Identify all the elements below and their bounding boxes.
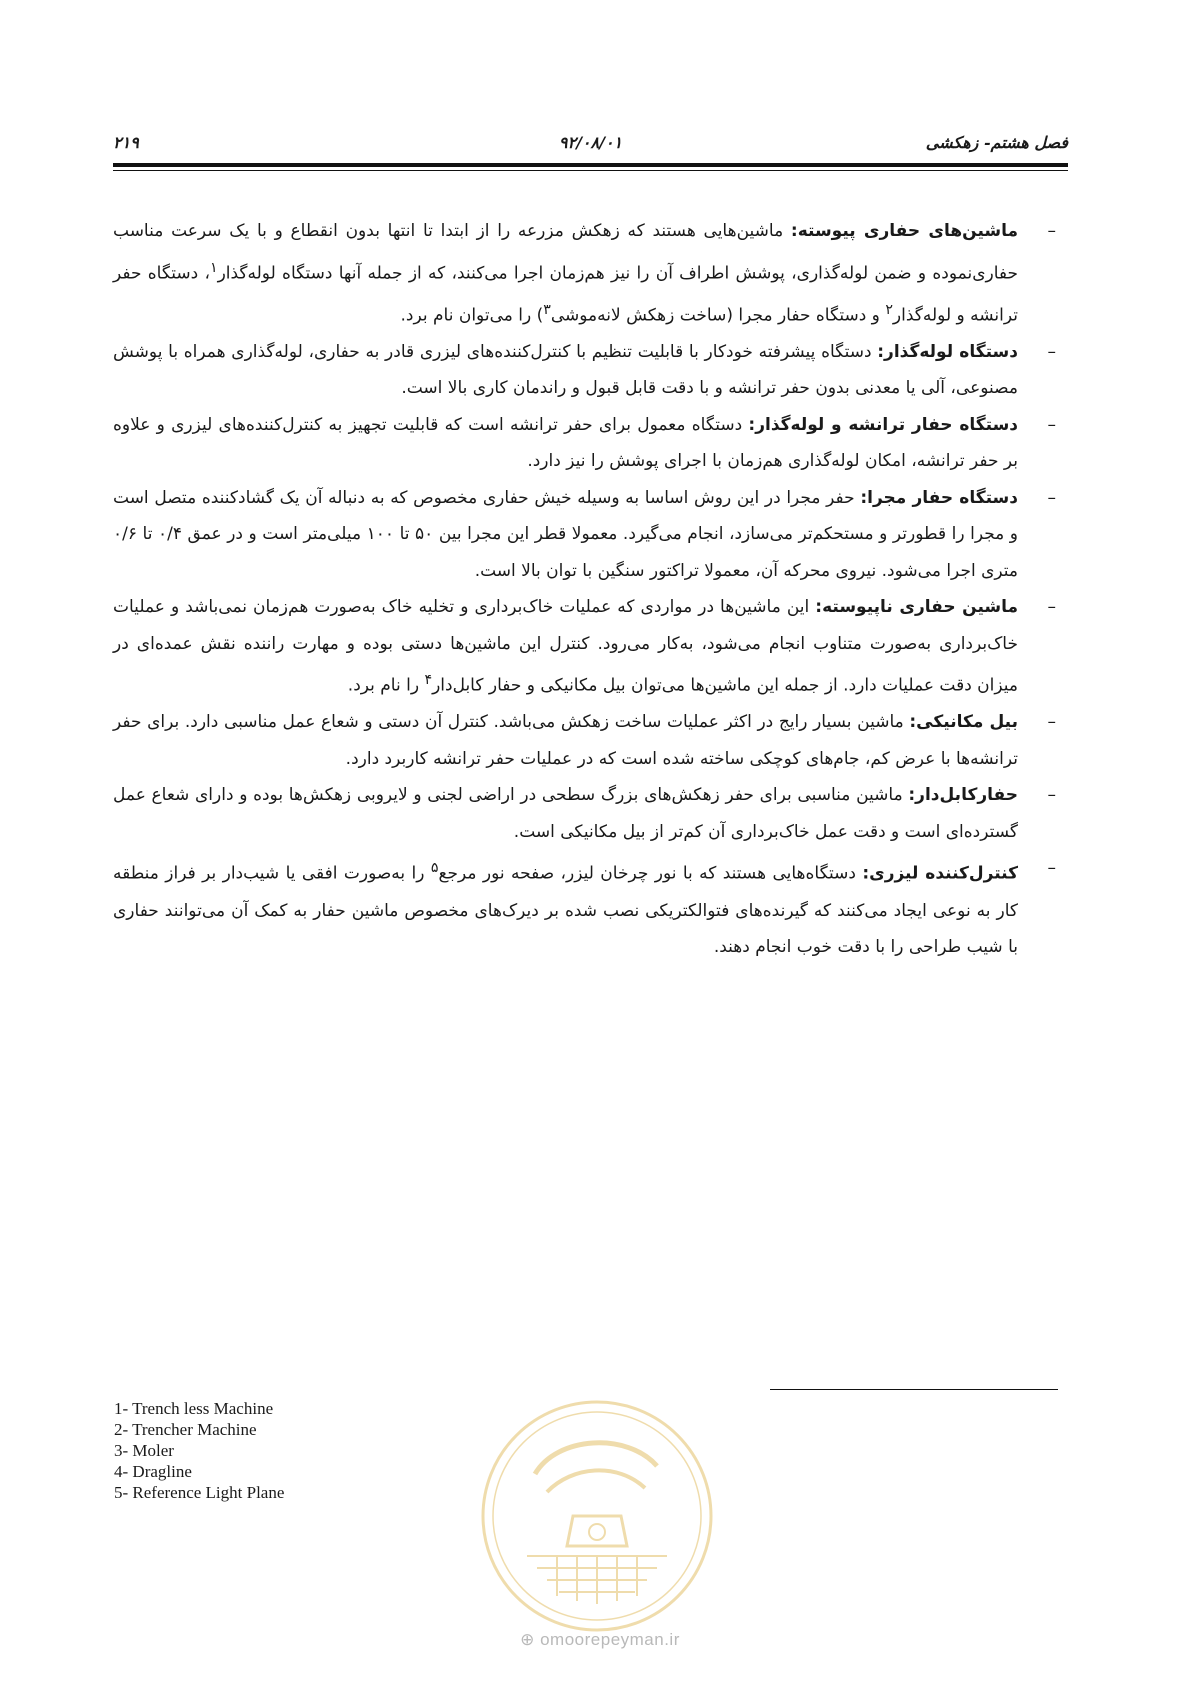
footnote-ref: ۴ [424, 672, 433, 689]
list-item [113, 334, 1056, 407]
chapter-title: فصل هشتم- زهکشی [925, 133, 1068, 152]
item-term: ماشین حفاری ناپیوسته: [815, 597, 1019, 618]
bullet-dash: – [1047, 414, 1056, 435]
list-item [113, 850, 1056, 965]
footnote-ref: ۳ [543, 301, 551, 318]
bullet-dash: – [1047, 858, 1056, 879]
bullet-dash: – [1047, 785, 1056, 806]
footnote-item: 1- Trench less Machine [114, 1399, 274, 1418]
list-item [113, 480, 1056, 590]
item-text: ماشین مناسبی برای حفر زهکش‌های بزرگ سطحی در اراضی لجنی و لایروبی زهکش‌ها بوده و دارای شعاع عمل گسترده‌ای است و دقت عمل خاک‌برداری آن کم‌تر از بیل مکانیکی است. [113, 785, 1018, 842]
list-item [113, 704, 1056, 777]
item-text: ) را می‌توان نام برد. [400, 305, 544, 326]
watermark-logo [477, 1396, 717, 1636]
footnote-item: 3- Moler [114, 1441, 174, 1460]
item-text: حفر مجرا در این روش اساسا به وسیله خیش حفاری مخصوص که به دنباله آن یک گشادکننده متصل است و مجرا را قطورتر و مستحکم‌تر می‌سازد، انجام می‌گیرد. معمولا قطر این مجرا بین ۵۰ تا ۱۰۰ میلی‌متر است و در عمق ۰/۴ تا ۰/۶ متری اجرا می‌شود. نیروی محرکه آن، معمولا تراکتور سنگین با توان بالا است. [113, 487, 1019, 581]
list-item [113, 589, 1056, 704]
header-rule-thick [113, 163, 1068, 167]
item-text: ، دستگاه حفر ترانشه و لوله‌گذار [113, 263, 1018, 326]
bullet-dash: – [1047, 597, 1056, 618]
bullet-dash: – [1047, 221, 1056, 241]
page-number: ۲۱۹ [113, 133, 139, 152]
list-item [113, 777, 1056, 850]
footnote-ref: ۱ [209, 259, 218, 276]
header-rule-thin [113, 170, 1068, 171]
item-term: کنترل‌کننده لیزری: [862, 864, 1018, 885]
item-text: را نام برد. [347, 675, 425, 696]
item-text: را به‌صورت افقی یا شیب‌دار بر فراز منطقه کار به نوعی ایجاد می‌کنند که گیرنده‌های فتوالکتریکی نصب شده بر دیرک‌های مخصوص ماشین حفار به کمک آن می‌توانند حفاری با شیب طراحی را با دقت خوب انجام دهند. [113, 864, 1018, 958]
footnote-item: 2- Trencher Machine [114, 1420, 257, 1439]
footnote-ref: ۲ [885, 301, 893, 318]
header-date: ۹۲/۰۸/۰۱ [558, 133, 623, 152]
item-text: این ماشین‌ها در مواردی که عملیات خاک‌برداری و تخلیه خاک به‌صورت هم‌زمان نمی‌باشد و عملیات خاک‌برداری به‌صورت متناوب انجام می‌شود، به‌کار می‌رود. کنترل این ماشین‌ها دستی بوده و مهارت راننده نقش عمده‌ای در میزان دقت عملیات دارد. از جمله این ماشین‌ها می‌توان بیل مکانیکی و حفار کابل‌دار [113, 597, 1018, 696]
item-term: دستگاه حفار ترانشه و لوله‌گذار: [748, 414, 1019, 435]
footnote-item: 4- Dragline [114, 1462, 192, 1481]
footnotes [114, 1398, 284, 1503]
footnote-ref: ۵ [430, 860, 439, 877]
item-text: و دستگاه حفار مجرا (ساخت زهکش لانه‌موشی [550, 305, 886, 326]
bullet-dash: – [1047, 487, 1056, 508]
list-item [113, 407, 1056, 480]
item-term: دستگاه حفار مجرا: [860, 487, 1018, 508]
item-term: بیل مکانیکی: [909, 712, 1019, 733]
item-term: حفارکابل‌دار: [908, 785, 1018, 806]
bullet-dash: – [1047, 712, 1056, 733]
bullet-dash: – [1047, 341, 1056, 362]
list-item [113, 213, 1056, 334]
item-term: دستگاه لوله‌گذار: [877, 341, 1018, 362]
watermark-url: ⊕ omoorepeyman.ir [520, 1630, 680, 1649]
body-text [113, 213, 1056, 966]
item-term: ماشین‌های حفاری پیوسته: [790, 221, 1019, 241]
item-text: ماشین‌هایی هستند که زهکش مزرعه را از ابتدا تا انتها بدون انقطاع و با یک سرعت مناسب حفاری‌نموده و ضمن لوله‌گذاری، پوشش اطراف آن را نیز هم‌زمان اجرا می‌کنند، که از جمله آنها دستگاه لوله‌گذار [113, 221, 1019, 284]
item-text: دستگاه‌هایی هستند که با نور چرخان لیزر، صفحه نور مرجع [438, 864, 856, 885]
footnote-item: 5- Reference Light Plane [114, 1483, 285, 1502]
item-text: دستگاه پیشرفته خودکار با قابلیت تنظیم با کنترل‌کننده‌های لیزری قادر به حفاری، لوله‌گذاری همراه با پوشش مصنوعی، آلی یا معدنی بدون حفر ترانشه و با دقت قابل قبول و راندمان کاری بالا است. [113, 341, 1018, 399]
footnote-separator [770, 1389, 1058, 1390]
item-text: ماشین بسیار رایج در اکثر عملیات ساخت زهکش می‌باشد. کنترل آن دستی و شعاع عمل مناسبی دارد. برای حفر ترانشه‌ها با عرض کم، جام‌های کوچکی ساخته شده است که در عملیات حفر ترانشه کاربرد دارد. [113, 712, 1018, 769]
page-header [113, 133, 1068, 161]
item-text: دستگاه معمول برای حفر ترانشه است که قابلیت تجهیز به کنترل‌کننده‌های لیزری و علاوه بر حفر ترانشه، امکان لوله‌گذاری هم‌زمان با اجرای پوشش را نیز دارد. [113, 414, 1018, 472]
